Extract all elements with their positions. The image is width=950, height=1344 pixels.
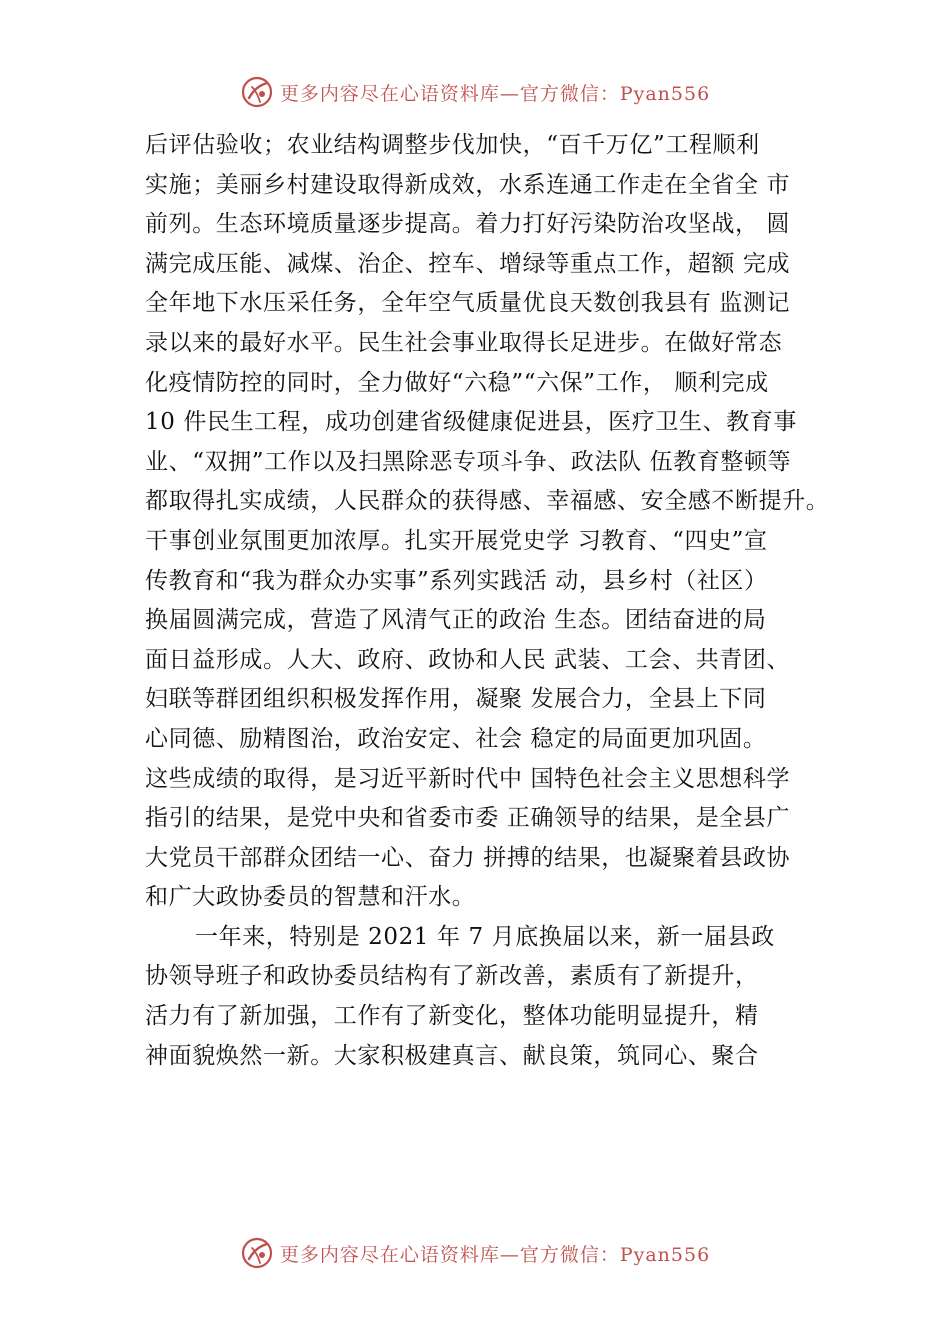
brand-logo-icon [240,1236,274,1270]
text-line: 妇联等群团组织积极发挥作用，凝聚 发展合力，全县上下同 [145,686,767,713]
text-line: 实施；美丽乡村建设取得新成效，水系连通工作走在全省全 市 [145,171,791,198]
text-line: 换届圆满完成，营造了风清气正的政治 生态。团结奋进的局 [145,607,767,634]
text-line: 协领导班子和政协委员结构有了新改善，素质有了新提升， [145,963,759,990]
brand-logo-icon [240,75,274,109]
text-line: 心同德、励精图治，政治安定、社会 稳定的局面更加巩固。 [145,725,767,752]
text-line: 后评估验收；农业结构调整步伐加快，“百千万亿”工程顺利 [145,132,760,158]
text-line: 面日益形成。人大、政府、政协和人民 武装、工会、共青团、 [145,646,791,673]
text-line: 神面貌焕然一新。大家积极建真言、献良策，筑同心、聚合 [145,1042,759,1069]
text-line: 全年地下水压采任务，全年空气质量优良天数创我县有 监测记 [145,290,791,317]
text-line: 一年来，特别是 2021 年 7 月底换届以来，新一届县政 [195,923,775,950]
header-banner [0,72,950,112]
text-line: 满完成压能、减煤、治企、控车、增绿等重点工作，超额 完成 [145,250,791,277]
document-body [145,126,845,1076]
text-line: 化疫情防控的同时，全力做好“六稳”“六保”工作， 顺利完成 [145,369,769,396]
header-banner-text: 更多内容尽在心语资料库—官方微信：Pyan556 [279,82,711,105]
paragraph-lines [145,126,845,1076]
text-line: 10 件民生工程，成功创建省级健康促进县，医疗卫生、教育事 [145,409,797,436]
text-line: 大党员干部群众团结一心、奋力 拼搏的结果，也凝聚着县政协 [145,844,791,871]
text-line: 干事创业氛围更加浓厚。扎实开展党史学 习教育、“四史”宣 [145,527,768,554]
text-line: 传教育和“我为群众办实事”系列实践活 动，县乡村（社区） [145,567,768,594]
text-line: 指引的结果，是党中央和省委市委 正确领导的结果，是全县广 [145,805,791,832]
text-line: 都取得扎实成绩，人民群众的获得感、幸福感、安全感不断提升。 [145,488,830,515]
text-line: 活力有了新加强，工作有了新变化，整体功能明显提升，精 [145,1003,759,1030]
footer-banner-text: 更多内容尽在心语资料库—官方微信：Pyan556 [279,1243,711,1266]
text-line: 和广大政协委员的智慧和汗水。 [145,884,476,911]
text-line: 业、“双拥”工作以及扫黑除恶专项斗争、政法队 伍教育整顿等 [145,448,792,475]
footer-banner [0,1233,950,1273]
text-line: 这些成绩的取得，是习近平新时代中 国特色社会主义思想科学 [145,765,791,792]
text-line: 录以来的最好水平。民生社会事业取得长足进步。在做好常态 [145,329,783,356]
text-line: 前列。生态环境质量逐步提高。着力打好污染防治攻坚战， 圆 [145,211,791,238]
